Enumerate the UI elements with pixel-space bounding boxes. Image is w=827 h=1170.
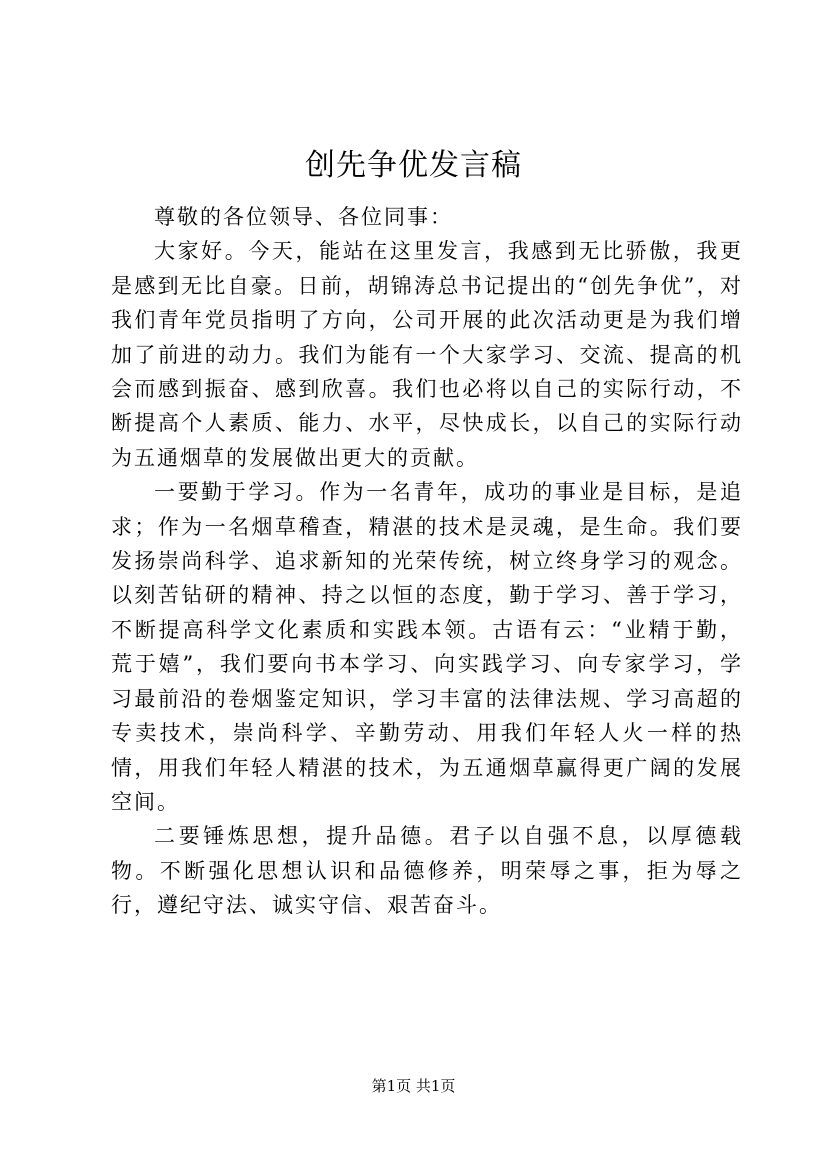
salutation: 尊敬的各位领导、各位同事： [154,205,453,229]
page-footer: 第1页 共1页 [371,1077,456,1095]
paragraph-2: 一要勤于学习。作为一名青年，成功的事业是目标，是追求；作为一名烟草稽查，精湛的技术是灵魂，是生命。我们要发扬崇尚科学、追求新知的光荣传统，树立终身学习的观念。以刻苦钻研的精神、持之以恒的态度，勤于学习、善于学习，不断提高科学文化素质和实践本领。古语有云：“业精于勤，荒于嬉”，我们要向书本学习、向实践学习、向专家学习，学习最前沿的卷烟鉴定知识，学习丰富的法律法规、学习高超的专卖技术，崇尚科学、辛勤劳动、用我们年轻人火一样的热情，用我们年轻人精湛的技术，为五通烟草赢得更广阔的发展空间。 [111,480,743,814]
paragraph-3: 二要锤炼思想，提升品德。君子以自强不息，以厚德载物。不断强化思想认识和品德修养，明荣辱之事，拒为辱之行，遵纪守法、诚实守信、艰苦奋斗。 [111,824,743,918]
document-title: 创先争优发言稿 [305,148,522,183]
paragraph-1: 大家好。今天，能站在这里发言，我感到无比骄傲，我更是感到无比自豪。日前，胡锦涛总书记提出的“创先争优”，对我们青年党员指明了方向，公司开展的此次活动更是为我们增加了前进的动力。我们为能有一个大家学习、交流、提高的机会而感到振奋、感到欣喜。我们也必将以自己的实际行动，不断提高个人素质、能力、水平，尽快成长，以自己的实际行动为五通烟草的发展做出更大的贡献。 [111,239,743,470]
document-body [111,200,743,923]
